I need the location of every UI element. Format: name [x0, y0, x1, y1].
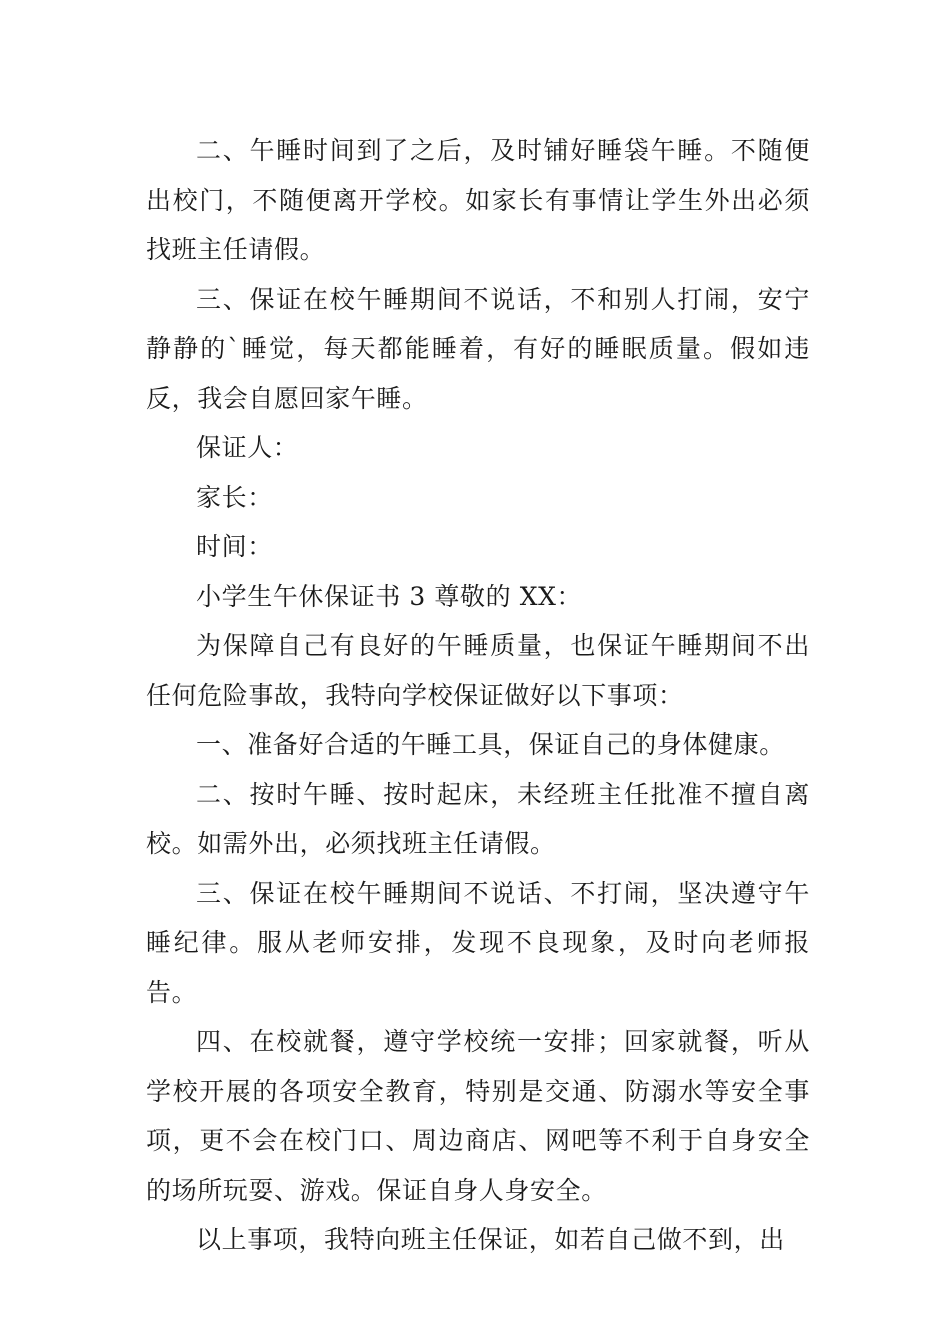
- section-title-pledge-3: 小学生午休保证书 3 尊敬的 XX：: [196, 581, 583, 611]
- paragraph-intro: 为保障自己有良好的午睡质量，也保证午睡期间不出任何危险事故，我特向学校保证做好以下事项：: [146, 631, 810, 710]
- paragraph-item-four: 四、在校就餐，遵守学校统一安排；回家就餐，听从学校开展的各项安全教育，特别是交通、防溺水等安全事项，更不会在校门口、周边商店、网吧等不利于自身安全的场所玩耍、游戏。保证自身人身安全。: [146, 1027, 810, 1205]
- signature-parent: 家长：: [196, 482, 273, 512]
- signature-guarantor: 保证人：: [196, 433, 299, 462]
- paragraph-item-three: 三、保证在校午睡期间不说话、不打闹，坚决遵守午睡纪律。服从老师安排，发现不良现象，及时向老师报告。: [146, 878, 810, 1007]
- paragraph-rule-two-nap-time: 二、午睡时间到了之后，及时铺好睡袋午睡。不随便出校门，不随便离开学校。如家长有事情让学生外出必须找班主任请假。: [146, 136, 810, 264]
- paragraph-rule-three-quiet: 三、保证在校午睡期间不说话，不和别人打闹，安宁静静的`睡觉，每天都能睡着，有好的睡眠质量。假如违反，我会自愿回家午睡。: [146, 284, 810, 413]
- paragraph-closing: 以上事项，我特向班主任保证，如若自己做不到，出: [196, 1225, 785, 1254]
- document-body: [146, 126, 810, 1265]
- signature-date: 时间：: [196, 532, 273, 561]
- paragraph-item-two: 二、按时午睡、按时起床，未经班主任批准不擅自离校。如需外出，必须找班主任请假。: [146, 779, 810, 858]
- paragraph-item-one: 一、准备好合适的午睡工具，保证自己的身体健康。: [196, 730, 785, 759]
